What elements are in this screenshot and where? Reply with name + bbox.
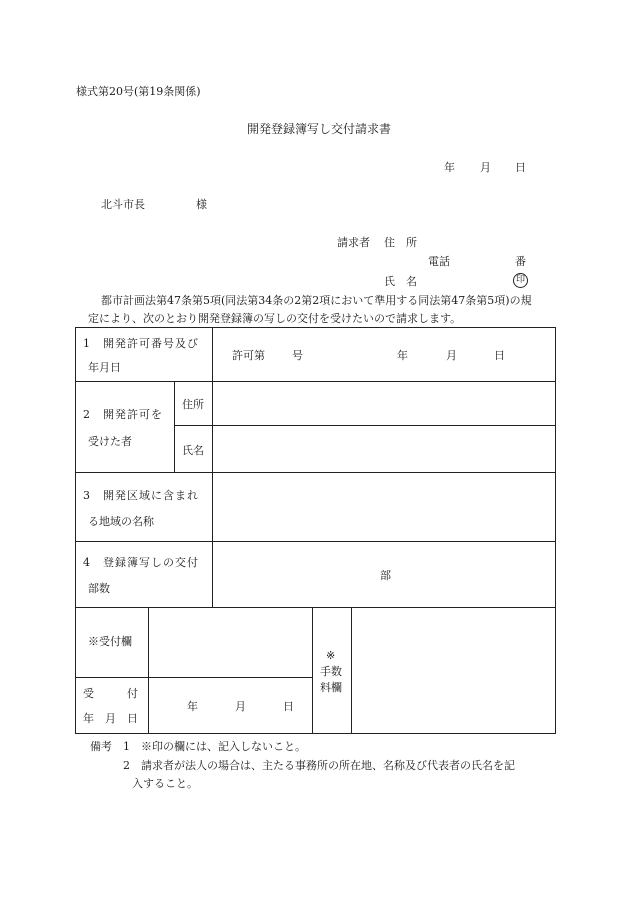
note-2-line2: 入すること。 — [132, 777, 198, 790]
reception-label: ※受付欄 — [88, 635, 132, 648]
row4-label-line1: 4 登録簿写しの交付 — [83, 556, 199, 569]
row4-unit: 部 — [380, 569, 391, 582]
row2-address-label: 住所 — [182, 398, 204, 411]
received-label-line2: 年 月 日 — [83, 712, 138, 725]
row3-label-line1: 3 開発区域に含まれ — [83, 489, 199, 502]
received-month: 月 — [235, 700, 246, 713]
requester-label: 請求者 — [337, 236, 370, 249]
row1-month: 月 — [446, 349, 457, 362]
document-title: 開発登録簿写し交付請求書 — [247, 122, 392, 136]
received-year: 年 — [187, 700, 198, 713]
table-column-divider — [174, 381, 175, 472]
table-right-border — [555, 327, 556, 734]
fee-label-line2: 料欄 — [320, 681, 342, 694]
date-year-label: 年 — [444, 161, 455, 174]
row1-year: 年 — [397, 349, 408, 362]
row3-label-line2: る地域の名称 — [88, 515, 154, 528]
requester-phone-suffix: 番 — [515, 255, 526, 268]
table-row-divider — [174, 425, 556, 426]
row1-day: 日 — [494, 349, 505, 362]
statement-line-1: 都市計画法第47条第5項(同法第34条の2第2項において準用する同法第47条第5項)の規 — [101, 294, 532, 307]
row1-label-line2: 年月日 — [88, 361, 121, 374]
row1-permit-prefix: 許可第 — [232, 349, 265, 362]
notes-header: 備考 — [90, 740, 112, 753]
seal-mark: 印 — [513, 273, 528, 288]
row1-permit-suffix: 号 — [292, 349, 303, 362]
requester-name-label: 氏 名 — [384, 275, 417, 288]
row1-label-line1: 1 開発許可番号及び — [83, 337, 199, 350]
row4-label-line2: 部数 — [88, 582, 110, 595]
table-row-divider — [75, 541, 556, 542]
received-label-line1: 受 付 — [83, 687, 138, 700]
requester-address-label: 住 所 — [384, 236, 417, 249]
statement-line-2: 定により、次のとおり開発登録簿の写しの交付を受けたいので請求します。 — [88, 312, 462, 325]
table-left-border — [75, 327, 76, 734]
row2-label-line2: 受けた者 — [88, 435, 132, 448]
table-column-divider — [351, 607, 352, 733]
addressee-honorific: 様 — [196, 198, 207, 211]
row2-label-line1: 2 開発許可を — [83, 408, 163, 421]
table-row-divider — [75, 472, 556, 473]
table-column-divider — [212, 327, 213, 607]
fee-label-line1: 手数 — [320, 665, 342, 678]
table-row-divider — [75, 677, 313, 678]
table-top-border — [75, 327, 556, 328]
fee-mark: ※ — [326, 649, 336, 662]
form-number: 様式第20号(第19条関係) — [76, 85, 201, 98]
table-bottom-border — [75, 733, 556, 734]
date-month-label: 月 — [480, 161, 491, 174]
table-row-divider — [75, 381, 556, 382]
requester-phone-label: 電話 — [428, 255, 450, 268]
note-2-line1: 2 請求者が法人の場合は、主たる事務所の所在地、名称及び代表者の氏名を記 — [123, 759, 515, 772]
date-day-label: 日 — [515, 161, 526, 174]
addressee-name: 北斗市長 — [101, 198, 145, 211]
table-column-divider — [148, 607, 149, 733]
note-1: 1 ※印の欄には、記入しないこと。 — [123, 740, 306, 753]
received-day: 日 — [283, 700, 294, 713]
row2-name-label: 氏名 — [182, 444, 204, 457]
table-column-divider — [312, 607, 313, 733]
